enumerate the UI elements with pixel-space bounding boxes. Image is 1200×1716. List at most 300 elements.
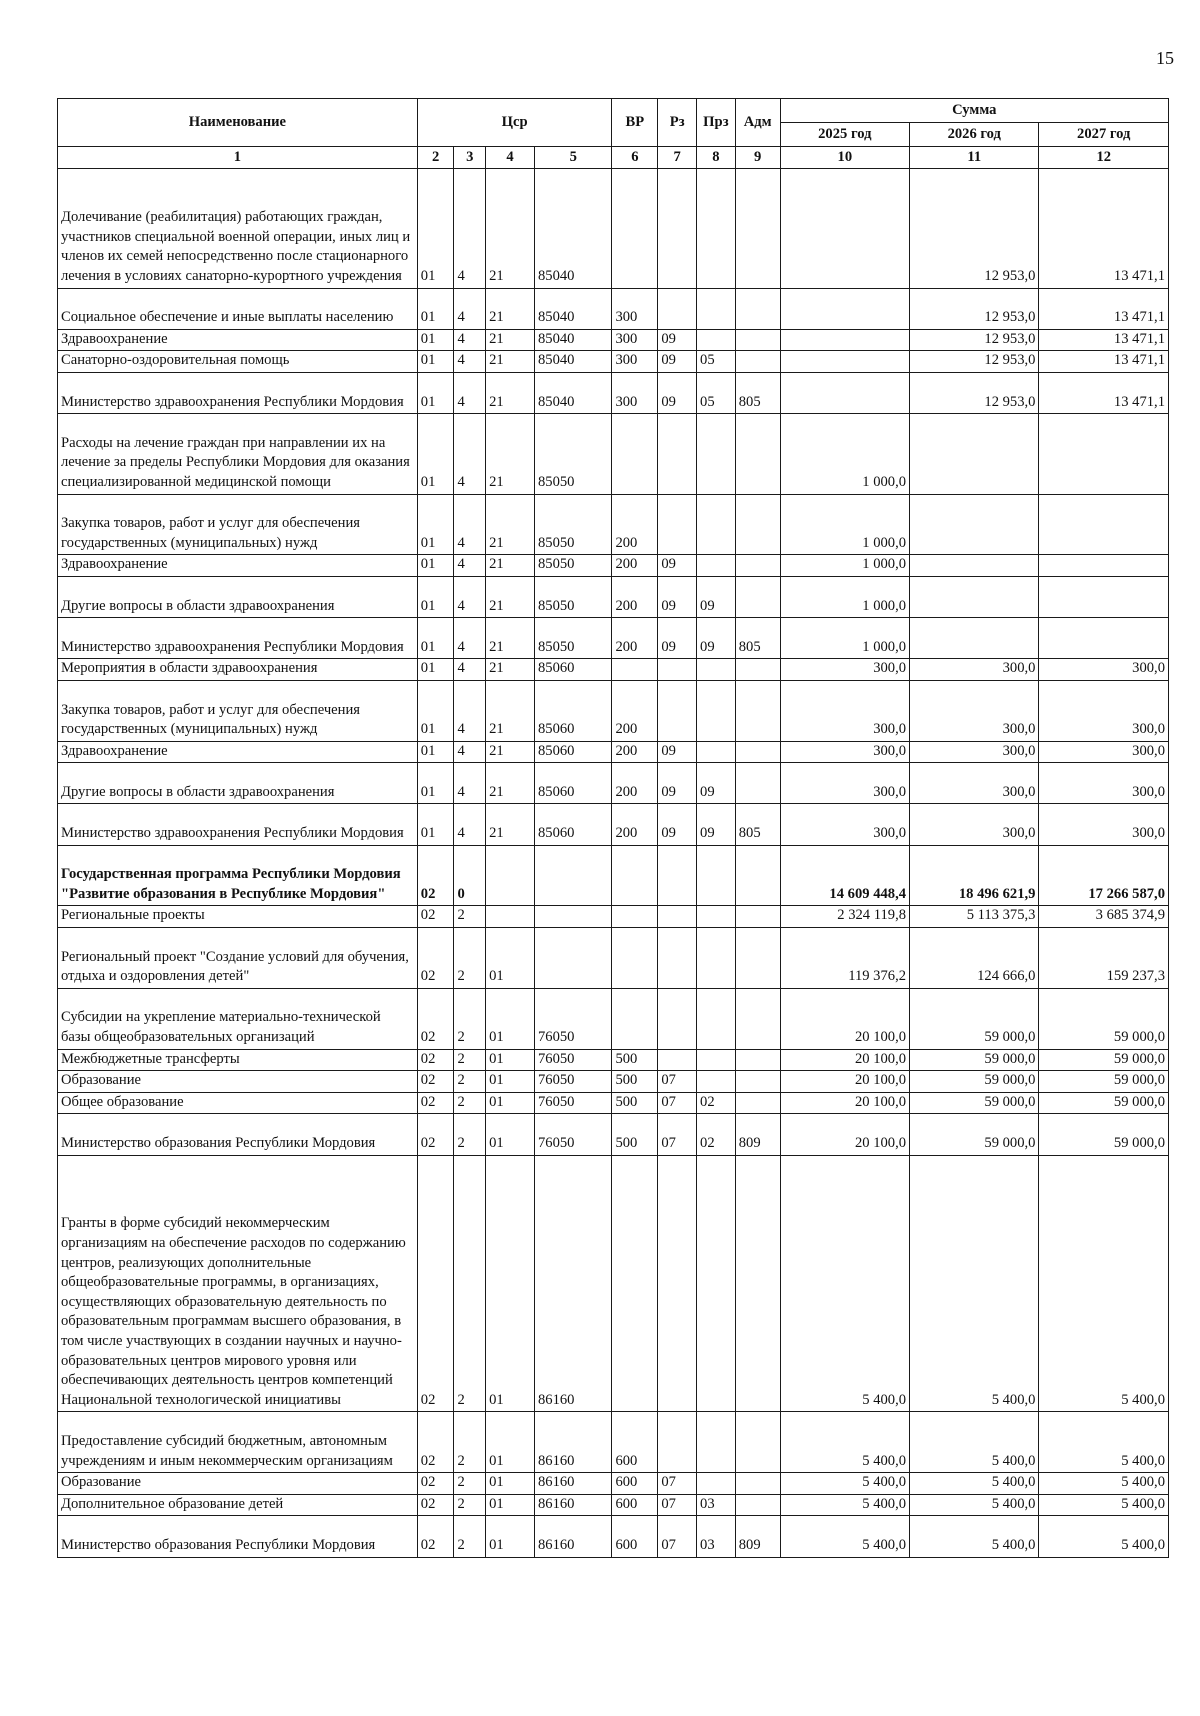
amount-2025: 20 100,0 [780, 1114, 909, 1155]
csr-direction [534, 928, 611, 989]
csr-event: 21 [486, 555, 535, 577]
row-name: Здравоохранение [58, 555, 418, 577]
csr-program: 02 [417, 1049, 454, 1071]
csr-program: 02 [417, 988, 454, 1049]
amount-2025: 1 000,0 [780, 555, 909, 577]
prz-code: 03 [697, 1494, 736, 1516]
vr-code: 600 [612, 1473, 658, 1495]
budget-table [57, 98, 1169, 1558]
amount-2025: 20 100,0 [780, 988, 909, 1049]
amount-2027 [1039, 555, 1169, 577]
amount-2026: 5 113 375,3 [910, 906, 1039, 928]
rz-code: 09 [658, 351, 697, 373]
csr-event: 01 [486, 1155, 535, 1412]
csr-type: 2 [454, 1494, 486, 1516]
table-row [58, 414, 1169, 494]
vr-code: 300 [612, 372, 658, 413]
rz-code [658, 169, 697, 289]
amount-2027: 5 400,0 [1039, 1412, 1169, 1473]
amount-2027: 5 400,0 [1039, 1473, 1169, 1495]
csr-type: 4 [454, 804, 486, 845]
vr-code: 200 [612, 618, 658, 659]
csr-type: 0 [454, 845, 486, 906]
row-name: Субсидии на укрепление материально-технической базы общеобразовательных организаций [58, 988, 418, 1049]
amount-2026: 5 400,0 [910, 1494, 1039, 1516]
vr-code [612, 906, 658, 928]
adm-code: 805 [735, 804, 780, 845]
prz-code [697, 680, 736, 741]
csr-direction: 86160 [534, 1516, 611, 1557]
amount-2025 [780, 329, 909, 351]
row-name: Региональные проекты [58, 906, 418, 928]
vr-code: 300 [612, 288, 658, 329]
adm-code [735, 1155, 780, 1412]
amount-2027: 13 471,1 [1039, 329, 1169, 351]
csr-program: 02 [417, 1114, 454, 1155]
vr-code: 500 [612, 1049, 658, 1071]
csr-direction: 85060 [534, 680, 611, 741]
prz-code [697, 329, 736, 351]
header-rz: Рз [658, 99, 697, 147]
csr-program: 01 [417, 372, 454, 413]
prz-code [697, 845, 736, 906]
csr-event: 21 [486, 329, 535, 351]
csr-event: 01 [486, 1516, 535, 1557]
amount-2027 [1039, 494, 1169, 555]
rz-code: 07 [658, 1516, 697, 1557]
prz-code [697, 1412, 736, 1473]
header-year-2025: 2025 год [780, 123, 909, 147]
row-name: Закупка товаров, работ и услуг для обеспечения государственных (муниципальных) нужд [58, 680, 418, 741]
vr-code: 200 [612, 804, 658, 845]
rz-code [658, 494, 697, 555]
amount-2025: 1 000,0 [780, 618, 909, 659]
header-name: Наименование [58, 99, 418, 147]
column-number: 12 [1039, 147, 1169, 169]
amount-2027: 59 000,0 [1039, 988, 1169, 1049]
amount-2025: 300,0 [780, 763, 909, 804]
amount-2025 [780, 288, 909, 329]
adm-code [735, 928, 780, 989]
vr-code: 200 [612, 494, 658, 555]
amount-2026: 59 000,0 [910, 988, 1039, 1049]
column-number: 4 [486, 147, 535, 169]
amount-2025: 5 400,0 [780, 1412, 909, 1473]
amount-2027: 17 266 587,0 [1039, 845, 1169, 906]
csr-type: 4 [454, 169, 486, 289]
table-row [58, 351, 1169, 373]
csr-type: 4 [454, 680, 486, 741]
table-row [58, 329, 1169, 351]
row-name: Региональный проект "Создание условий для обучения, отдыха и оздоровления детей" [58, 928, 418, 989]
prz-code: 09 [697, 804, 736, 845]
vr-code: 500 [612, 1114, 658, 1155]
prz-code [697, 414, 736, 494]
rz-code [658, 680, 697, 741]
adm-code [735, 169, 780, 289]
table-row [58, 906, 1169, 928]
table-row [58, 1049, 1169, 1071]
csr-type: 4 [454, 659, 486, 681]
csr-direction: 85050 [534, 576, 611, 617]
csr-type: 4 [454, 351, 486, 373]
amount-2026: 12 953,0 [910, 288, 1039, 329]
row-name: Министерство образования Республики Мордовия [58, 1516, 418, 1557]
amount-2025: 300,0 [780, 659, 909, 681]
column-number: 10 [780, 147, 909, 169]
table-row [58, 1494, 1169, 1516]
prz-code [697, 741, 736, 763]
csr-direction: 85060 [534, 763, 611, 804]
csr-program: 01 [417, 618, 454, 659]
amount-2027: 13 471,1 [1039, 351, 1169, 373]
csr-type: 2 [454, 1412, 486, 1473]
csr-event: 01 [486, 1092, 535, 1114]
amount-2027: 300,0 [1039, 763, 1169, 804]
table-row [58, 659, 1169, 681]
adm-code [735, 288, 780, 329]
csr-program: 02 [417, 1071, 454, 1093]
amount-2026: 300,0 [910, 659, 1039, 681]
vr-code: 300 [612, 351, 658, 373]
table-row [58, 845, 1169, 906]
rz-code [658, 414, 697, 494]
adm-code [735, 494, 780, 555]
prz-code: 09 [697, 618, 736, 659]
header-adm: Адм [735, 99, 780, 147]
amount-2025: 5 400,0 [780, 1494, 909, 1516]
csr-program: 02 [417, 928, 454, 989]
amount-2026: 5 400,0 [910, 1516, 1039, 1557]
prz-code [697, 1071, 736, 1093]
column-number: 2 [417, 147, 454, 169]
csr-event: 01 [486, 1114, 535, 1155]
csr-event: 01 [486, 1494, 535, 1516]
amount-2027: 13 471,1 [1039, 288, 1169, 329]
row-name: Другие вопросы в области здравоохранения [58, 576, 418, 617]
csr-type: 2 [454, 928, 486, 989]
csr-direction [534, 906, 611, 928]
csr-program: 01 [417, 288, 454, 329]
csr-event: 01 [486, 1473, 535, 1495]
table-row [58, 928, 1169, 989]
row-name: Министерство здравоохранения Республики Мордовия [58, 372, 418, 413]
csr-type: 2 [454, 1516, 486, 1557]
header-vr: ВР [612, 99, 658, 147]
adm-code [735, 1494, 780, 1516]
adm-code: 809 [735, 1114, 780, 1155]
prz-code: 02 [697, 1092, 736, 1114]
table-row [58, 288, 1169, 329]
csr-program: 01 [417, 414, 454, 494]
adm-code [735, 988, 780, 1049]
row-name: Министерство здравоохранения Республики Мордовия [58, 618, 418, 659]
amount-2025: 119 376,2 [780, 928, 909, 989]
csr-type: 2 [454, 1114, 486, 1155]
row-name: Министерство образования Республики Мордовия [58, 1114, 418, 1155]
csr-type: 2 [454, 988, 486, 1049]
vr-code [612, 414, 658, 494]
csr-type: 4 [454, 329, 486, 351]
row-name: Межбюджетные трансферты [58, 1049, 418, 1071]
prz-code [697, 288, 736, 329]
adm-code [735, 763, 780, 804]
csr-direction: 85050 [534, 414, 611, 494]
csr-event: 21 [486, 351, 535, 373]
csr-program: 01 [417, 763, 454, 804]
rz-code: 09 [658, 576, 697, 617]
amount-2026: 300,0 [910, 804, 1039, 845]
amount-2025: 14 609 448,4 [780, 845, 909, 906]
table-row [58, 1114, 1169, 1155]
vr-code: 200 [612, 680, 658, 741]
csr-direction: 85040 [534, 351, 611, 373]
row-name: Дополнительное образование детей [58, 1494, 418, 1516]
table-row [58, 1155, 1169, 1412]
vr-code: 600 [612, 1516, 658, 1557]
amount-2026: 12 953,0 [910, 351, 1039, 373]
csr-type: 2 [454, 1092, 486, 1114]
table-row [58, 372, 1169, 413]
header-prz: Прз [697, 99, 736, 147]
rz-code [658, 288, 697, 329]
prz-code: 03 [697, 1516, 736, 1557]
csr-direction: 85050 [534, 555, 611, 577]
rz-code: 09 [658, 555, 697, 577]
csr-event: 01 [486, 1412, 535, 1473]
amount-2027: 59 000,0 [1039, 1049, 1169, 1071]
amount-2025 [780, 351, 909, 373]
csr-event: 21 [486, 618, 535, 659]
table-row [58, 763, 1169, 804]
vr-code: 200 [612, 576, 658, 617]
prz-code [697, 494, 736, 555]
amount-2027: 159 237,3 [1039, 928, 1169, 989]
amount-2026: 12 953,0 [910, 372, 1039, 413]
amount-2027: 300,0 [1039, 680, 1169, 741]
amount-2027: 5 400,0 [1039, 1516, 1169, 1557]
amount-2026: 300,0 [910, 741, 1039, 763]
prz-code: 02 [697, 1114, 736, 1155]
csr-type: 2 [454, 1071, 486, 1093]
table-row [58, 555, 1169, 577]
table-row [58, 680, 1169, 741]
amount-2027: 5 400,0 [1039, 1494, 1169, 1516]
prz-code: 09 [697, 576, 736, 617]
row-name: Расходы на лечение граждан при направлении их на лечение за пределы Республики Мордовия для оказания специализированной медицинской помощи [58, 414, 418, 494]
amount-2026: 124 666,0 [910, 928, 1039, 989]
amount-2027: 13 471,1 [1039, 169, 1169, 289]
vr-code [612, 928, 658, 989]
amount-2027: 3 685 374,9 [1039, 906, 1169, 928]
adm-code [735, 414, 780, 494]
row-name: Предоставление субсидий бюджетным, автономным учреждениям и иным некоммерческим организациям [58, 1412, 418, 1473]
csr-event: 21 [486, 804, 535, 845]
vr-code: 200 [612, 555, 658, 577]
rz-code: 07 [658, 1114, 697, 1155]
prz-code [697, 1473, 736, 1495]
amount-2026: 5 400,0 [910, 1412, 1039, 1473]
table-row [58, 804, 1169, 845]
prz-code [697, 906, 736, 928]
amount-2026: 5 400,0 [910, 1155, 1039, 1412]
row-name: Здравоохранение [58, 741, 418, 763]
csr-direction: 85050 [534, 494, 611, 555]
rz-code: 09 [658, 804, 697, 845]
column-number: 3 [454, 147, 486, 169]
column-number: 9 [735, 147, 780, 169]
csr-type: 4 [454, 741, 486, 763]
rz-code: 09 [658, 618, 697, 659]
csr-program: 01 [417, 741, 454, 763]
csr-type: 4 [454, 555, 486, 577]
adm-code [735, 680, 780, 741]
csr-direction [534, 845, 611, 906]
amount-2025: 1 000,0 [780, 414, 909, 494]
vr-code: 500 [612, 1071, 658, 1093]
csr-program: 01 [417, 576, 454, 617]
row-name: Государственная программа Республики Мордовия "Развитие образования в Республике Мордовия" [58, 845, 418, 906]
adm-code [735, 906, 780, 928]
amount-2026: 300,0 [910, 680, 1039, 741]
amount-2026 [910, 576, 1039, 617]
amount-2027: 59 000,0 [1039, 1071, 1169, 1093]
prz-code [697, 928, 736, 989]
vr-code: 200 [612, 741, 658, 763]
csr-program: 02 [417, 1092, 454, 1114]
csr-event: 01 [486, 988, 535, 1049]
row-name: Долечивание (реабилитация) работающих граждан, участников специальной военной операции, иных лиц и членов их семей непосредственно после стационарного лечения в условиях санаторно-курортного учреждения [58, 169, 418, 289]
csr-type: 4 [454, 576, 486, 617]
csr-direction: 85060 [534, 741, 611, 763]
csr-program: 02 [417, 845, 454, 906]
csr-program: 02 [417, 1155, 454, 1412]
csr-direction: 85060 [534, 804, 611, 845]
column-number: 6 [612, 147, 658, 169]
amount-2025: 5 400,0 [780, 1516, 909, 1557]
prz-code: 05 [697, 372, 736, 413]
amount-2026: 300,0 [910, 763, 1039, 804]
rz-code [658, 928, 697, 989]
csr-program: 01 [417, 494, 454, 555]
row-name: Социальное обеспечение и иные выплаты населению [58, 288, 418, 329]
amount-2025: 2 324 119,8 [780, 906, 909, 928]
amount-2026: 5 400,0 [910, 1473, 1039, 1495]
csr-direction: 85060 [534, 659, 611, 681]
csr-program: 01 [417, 804, 454, 845]
amount-2025: 300,0 [780, 741, 909, 763]
header-year-2026: 2026 год [910, 123, 1039, 147]
prz-code: 09 [697, 763, 736, 804]
vr-code [612, 1155, 658, 1412]
prz-code [697, 169, 736, 289]
csr-type: 2 [454, 1049, 486, 1071]
rz-code [658, 659, 697, 681]
amount-2027 [1039, 618, 1169, 659]
csr-event: 01 [486, 1071, 535, 1093]
row-name: Мероприятия в области здравоохранения [58, 659, 418, 681]
adm-code [735, 1049, 780, 1071]
rz-code [658, 906, 697, 928]
csr-event: 21 [486, 494, 535, 555]
rz-code [658, 1049, 697, 1071]
rz-code: 09 [658, 329, 697, 351]
amount-2025: 300,0 [780, 680, 909, 741]
amount-2026: 59 000,0 [910, 1092, 1039, 1114]
column-number: 5 [534, 147, 611, 169]
amount-2026 [910, 414, 1039, 494]
csr-direction: 86160 [534, 1473, 611, 1495]
csr-program: 02 [417, 906, 454, 928]
row-name: Закупка товаров, работ и услуг для обеспечения государственных (муниципальных) нужд [58, 494, 418, 555]
csr-direction: 86160 [534, 1155, 611, 1412]
csr-event: 21 [486, 169, 535, 289]
csr-direction: 86160 [534, 1494, 611, 1516]
table-row [58, 988, 1169, 1049]
amount-2025: 300,0 [780, 804, 909, 845]
csr-event: 01 [486, 928, 535, 989]
csr-program: 01 [417, 680, 454, 741]
csr-program: 01 [417, 659, 454, 681]
table-row [58, 741, 1169, 763]
amount-2025: 20 100,0 [780, 1092, 909, 1114]
rz-code: 09 [658, 741, 697, 763]
csr-program: 02 [417, 1412, 454, 1473]
prz-code: 05 [697, 351, 736, 373]
amount-2027 [1039, 576, 1169, 617]
csr-event: 21 [486, 576, 535, 617]
rz-code [658, 1412, 697, 1473]
amount-2026: 18 496 621,9 [910, 845, 1039, 906]
adm-code [735, 741, 780, 763]
amount-2025: 5 400,0 [780, 1155, 909, 1412]
csr-type: 4 [454, 494, 486, 555]
csr-program: 01 [417, 351, 454, 373]
prz-code [697, 988, 736, 1049]
table-row [58, 576, 1169, 617]
csr-event: 21 [486, 288, 535, 329]
vr-code [612, 845, 658, 906]
csr-event: 21 [486, 680, 535, 741]
adm-code: 805 [735, 618, 780, 659]
csr-direction: 76050 [534, 988, 611, 1049]
amount-2026: 59 000,0 [910, 1049, 1039, 1071]
rz-code: 07 [658, 1473, 697, 1495]
csr-direction: 76050 [534, 1092, 611, 1114]
table-row [58, 1092, 1169, 1114]
rz-code: 07 [658, 1092, 697, 1114]
row-name: Санаторно-оздоровительная помощь [58, 351, 418, 373]
amount-2025 [780, 372, 909, 413]
adm-code: 809 [735, 1516, 780, 1557]
csr-event: 21 [486, 414, 535, 494]
csr-direction: 76050 [534, 1049, 611, 1071]
vr-code [612, 659, 658, 681]
csr-program: 02 [417, 1473, 454, 1495]
adm-code [735, 555, 780, 577]
table-row [58, 1516, 1169, 1557]
csr-direction: 85040 [534, 169, 611, 289]
csr-program: 02 [417, 1494, 454, 1516]
csr-direction: 85040 [534, 329, 611, 351]
rz-code [658, 988, 697, 1049]
row-name: Образование [58, 1473, 418, 1495]
adm-code [735, 1071, 780, 1093]
prz-code [697, 555, 736, 577]
csr-direction: 85040 [534, 372, 611, 413]
csr-type: 2 [454, 906, 486, 928]
vr-code: 500 [612, 1092, 658, 1114]
